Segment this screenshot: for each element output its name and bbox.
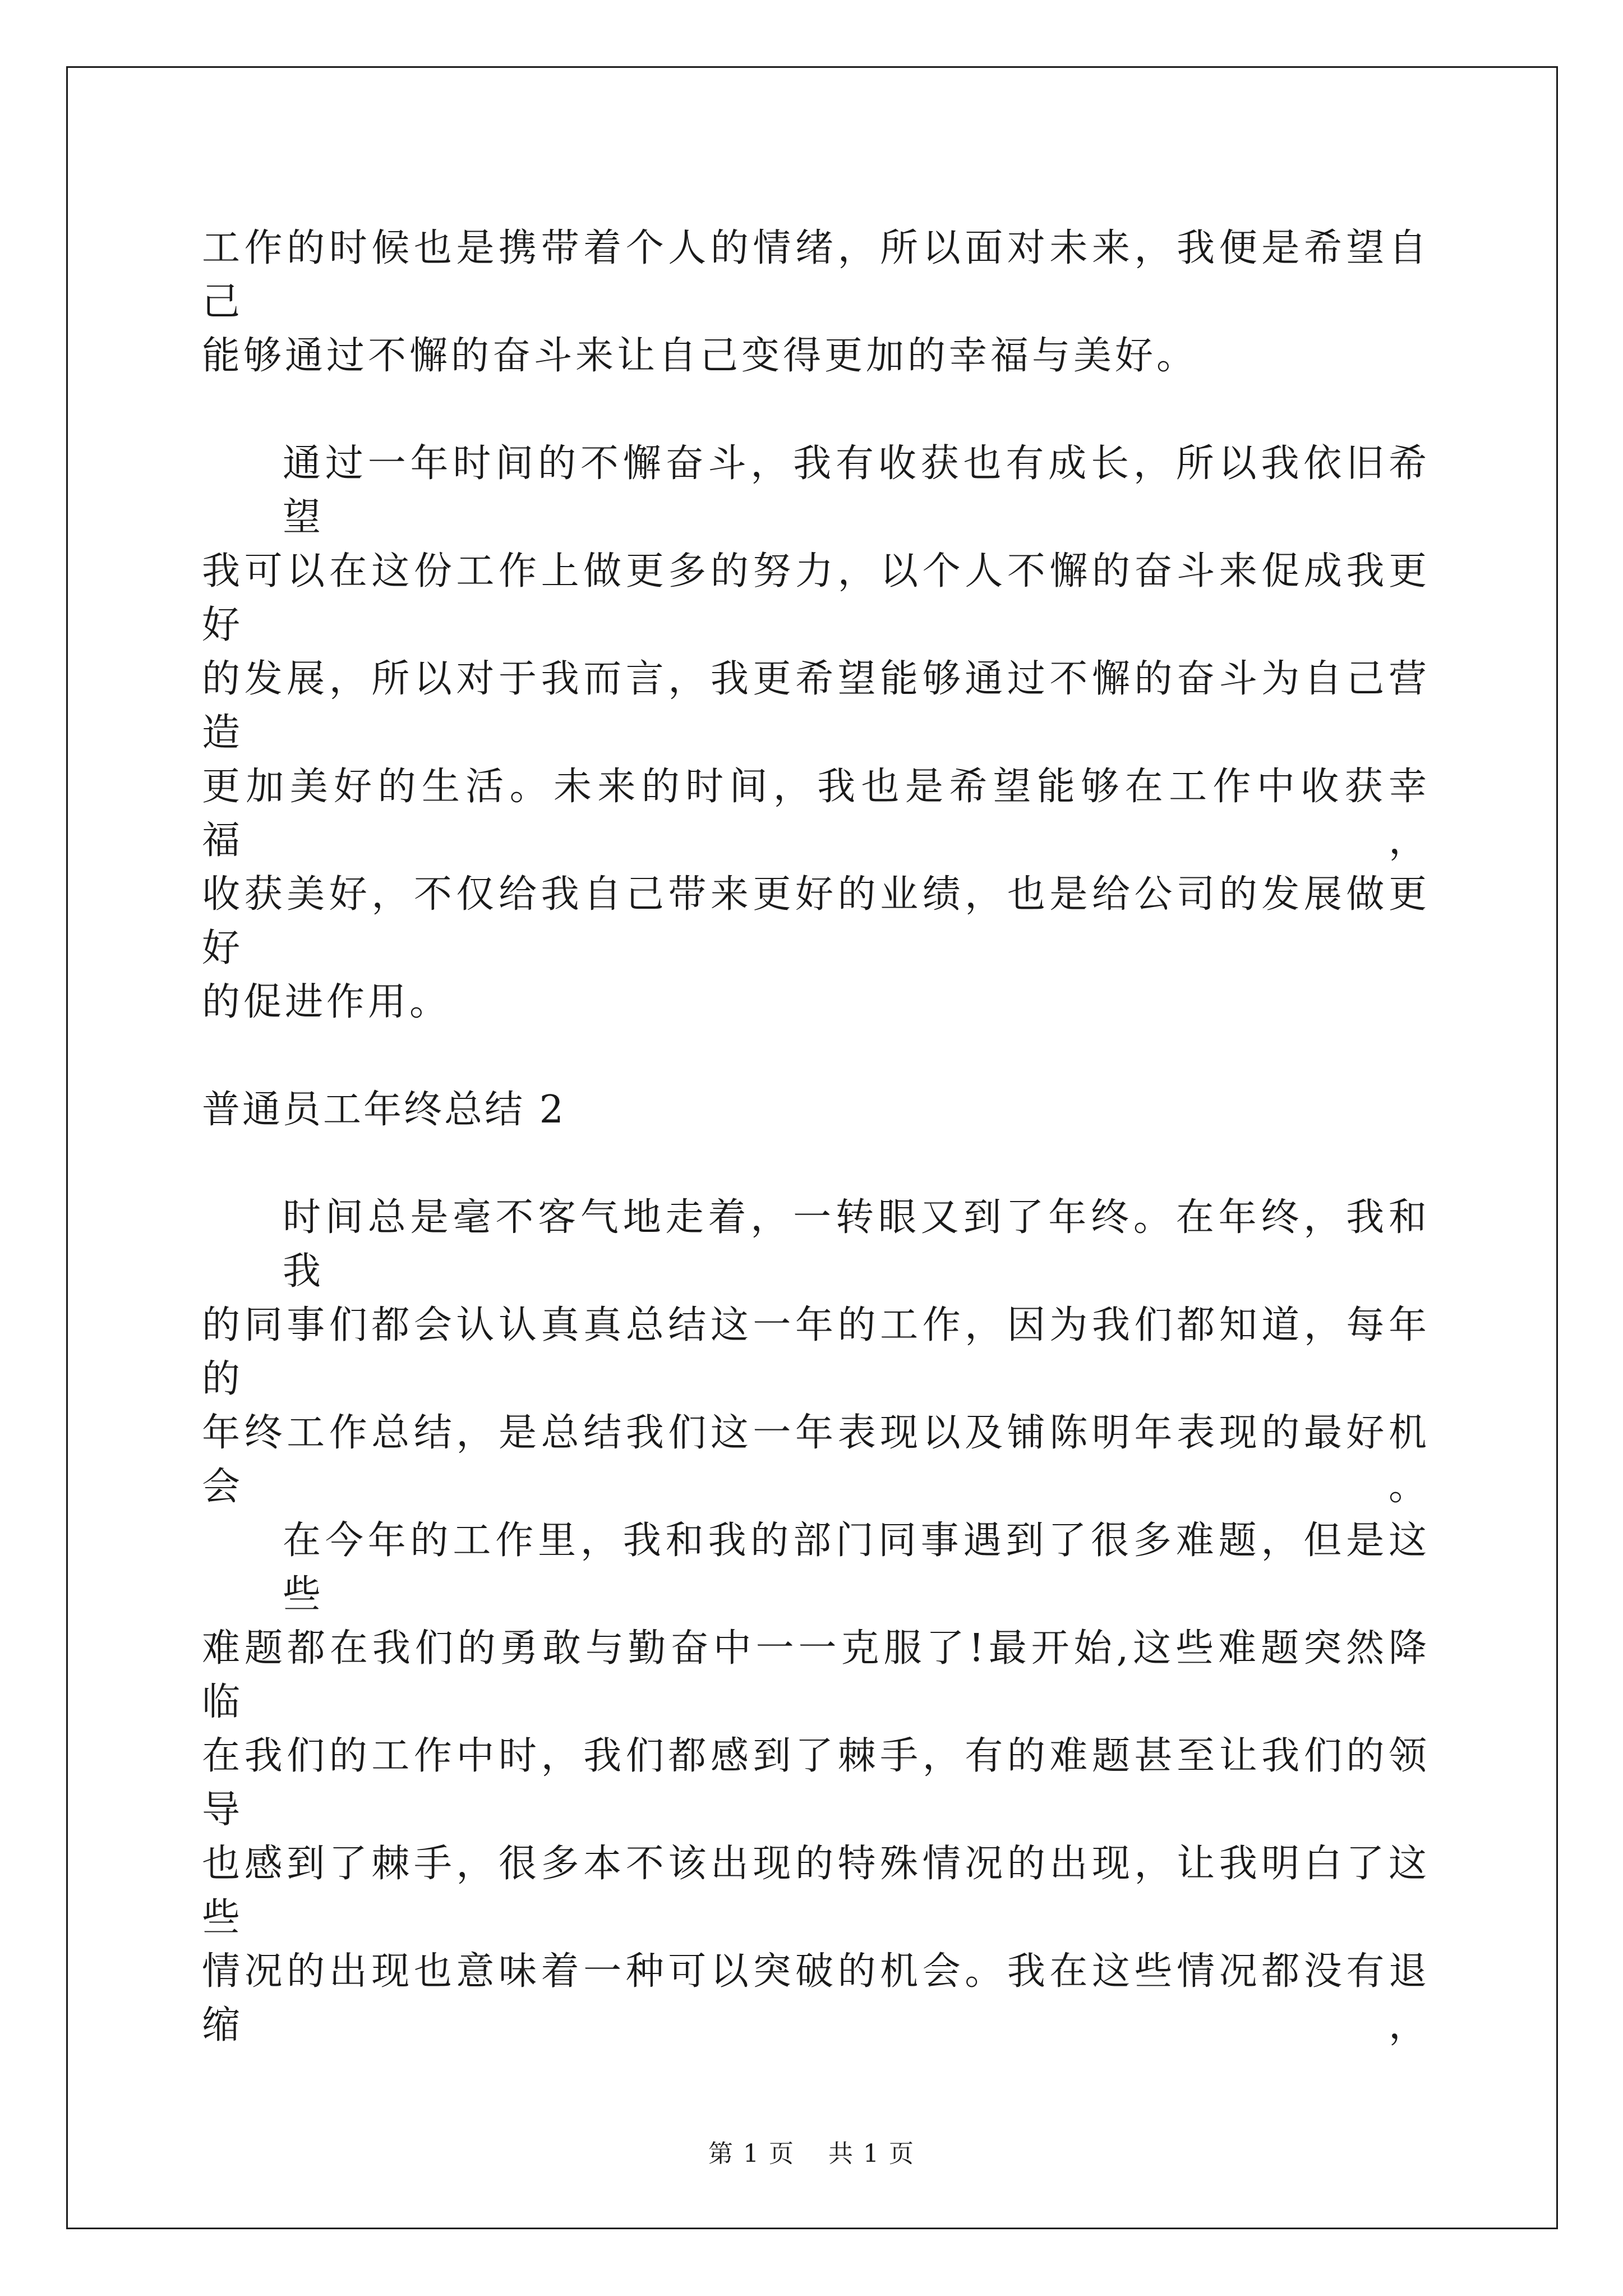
paragraph-line: 的发展，所以对于我而言，我更希望能够通过不懈的奋斗为自己营造 <box>202 657 1430 755</box>
paragraph-line: 能够通过不懈的奋斗来让自己变得更加的幸福与美好。 <box>202 334 1198 378</box>
section-heading: 普通员工年终总结 2 <box>202 1088 566 1132</box>
paragraph-line: 通过一年时间的不懈奋斗，我有收获也有成长，所以我依旧希望 <box>283 441 1430 540</box>
paragraph-line: 难题都在我们的勇敢与勤奋中一一克服了!最开始,这些难题突然降临 <box>202 1626 1430 1724</box>
document-body <box>202 222 1430 2053</box>
paragraph-line: 在我们的工作中时，我们都感到了棘手，有的难题甚至让我们的领导 <box>202 1734 1430 1832</box>
paragraph-line: 时间总是毫不客气地走着，一转眼又到了年终。在年终，我和我 <box>283 1195 1430 1294</box>
page-total: 共 1 页 <box>828 2139 915 2168</box>
paragraph-line: 更加美好的生活。未来的时间，我也是希望能够在工作中收获幸福， <box>202 765 1430 863</box>
paragraph-line: 也感到了棘手，很多本不该出现的特殊情况的出现，让我明白了这些 <box>202 1842 1430 1940</box>
paragraph-line: 年终工作总结，是总结我们这一年表现以及铺陈明年表现的最好机会。 <box>202 1411 1430 1509</box>
paragraph-line: 在今年的工作里，我和我的部门同事遇到了很多难题，但是这些 <box>283 1519 1430 1617</box>
paragraph-line: 我可以在这份工作上做更多的努力，以个人不懈的奋斗来促成我更好 <box>202 549 1430 647</box>
page-number: 第 1 页 <box>708 2139 795 2168</box>
paragraph-line: 收获美好，不仅给我自己带来更好的业绩，也是给公司的发展做更好 <box>202 872 1430 970</box>
page-footer <box>0 2138 1623 2170</box>
paragraph-line: 工作的时候也是携带着个人的情绪，所以面对未来，我便是希望自己 <box>202 226 1430 324</box>
paragraph-line: 的促进作用。 <box>202 980 451 1024</box>
paragraph-line: 的同事们都会认认真真总结这一年的工作，因为我们都知道，每年的 <box>202 1303 1430 1401</box>
paragraph-line: 情况的出现也意味着一种可以突破的机会。我在这些情况都没有退缩， <box>202 1949 1430 2047</box>
